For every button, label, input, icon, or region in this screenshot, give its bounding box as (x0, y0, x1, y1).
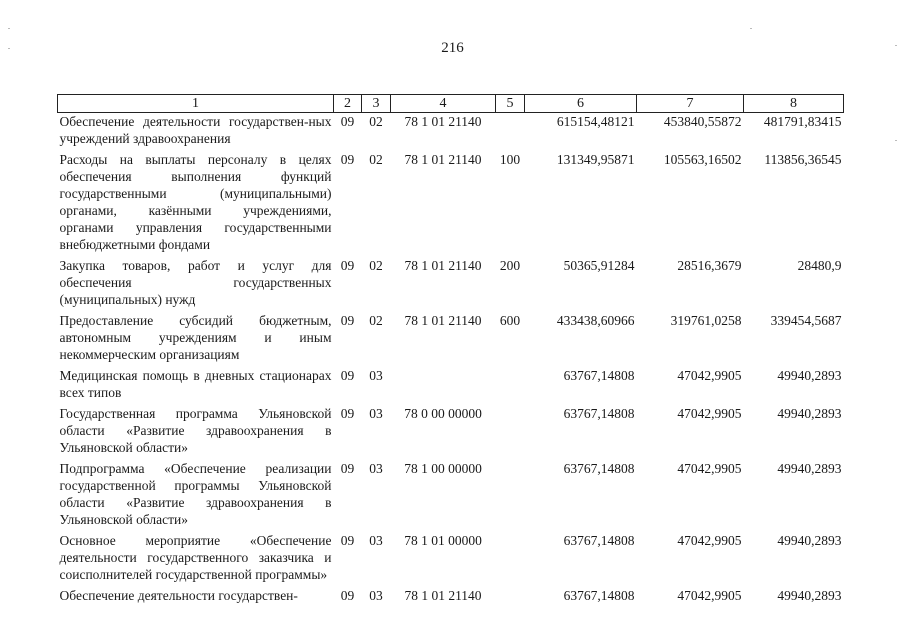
row-value-8: 339454,5687 (770, 313, 842, 328)
row-section: 09 (340, 461, 355, 476)
header-col-3: 3 (362, 95, 391, 113)
row-name: Обеспечение деятельности государствен-ных учреждений здравоохранения (59, 114, 332, 146)
row-subsection: 02 (369, 152, 383, 167)
table-row (58, 148, 844, 254)
row-value-6: 433438,60966 (556, 313, 635, 328)
row-section: 09 (340, 588, 355, 603)
table-row (58, 529, 844, 584)
row-section: 09 (340, 258, 355, 273)
page-number: 216 (441, 40, 464, 56)
row-target-code: 78 1 01 21140 (404, 258, 482, 273)
header-col-2: 2 (334, 95, 362, 113)
row-value-6: 63767,14808 (563, 406, 635, 421)
row-section: 09 (340, 406, 355, 421)
row-expense-type (496, 113, 525, 149)
row-value-7: 28516,3679 (677, 258, 742, 273)
row-value-8: 49940,2893 (777, 533, 842, 548)
row-name: Основное мероприятие «Обеспечение деятельности государственного заказчика и соисполнителей государственной программы» (59, 533, 332, 582)
row-name: Государственная программа Ульяновской области «Развитие здравоохранения в Ульяновской области» (59, 406, 332, 455)
row-expense-type: 600 (499, 313, 521, 328)
row-value-6: 63767,14808 (563, 461, 635, 476)
row-subsection: 03 (369, 588, 383, 603)
row-expense-type (496, 584, 525, 605)
table-row (58, 113, 844, 149)
row-target-code: 78 1 01 21140 (404, 588, 482, 603)
table-row (58, 584, 844, 605)
scan-speck (8, 28, 10, 29)
row-value-7: 47042,9905 (677, 588, 742, 603)
header-row (58, 95, 844, 113)
row-value-8: 28480,9 (797, 258, 842, 273)
header-col-4: 4 (391, 95, 496, 113)
row-name: Медицинская помощь в дневных стационарах всех типов (59, 368, 332, 400)
row-expense-type (496, 457, 525, 529)
row-value-7: 47042,9905 (677, 461, 742, 476)
row-value-8: 49940,2893 (777, 368, 842, 383)
row-value-8: 49940,2893 (777, 588, 842, 603)
row-target-code: 78 1 00 00000 (404, 461, 482, 476)
row-target-code: 78 1 01 21140 (404, 114, 482, 129)
scan-speck (750, 28, 752, 29)
scan-speck (8, 48, 10, 49)
row-subsection: 03 (369, 368, 383, 383)
scan-speck (895, 140, 897, 141)
row-value-7: 105563,16502 (663, 152, 742, 167)
row-section: 09 (340, 368, 355, 383)
row-target-code: 78 1 01 21140 (404, 313, 482, 328)
row-value-7: 453840,55872 (663, 114, 742, 129)
row-name: Подпрограмма «Обеспечение реализации государственной программы Ульяновской области «Развитие здравоохранения в Ульяновской области» (59, 461, 332, 527)
row-subsection: 03 (369, 461, 383, 476)
row-value-8: 481791,83415 (763, 114, 842, 129)
scan-speck (895, 45, 897, 46)
row-value-8: 49940,2893 (777, 406, 842, 421)
header-col-1: 1 (58, 95, 334, 113)
row-value-7: 47042,9905 (677, 368, 742, 383)
row-value-8: 49940,2893 (777, 461, 842, 476)
row-expense-type: 200 (499, 258, 521, 273)
row-name: Расходы на выплаты персоналу в целях обеспечения выполнения функций государственными (муниципальными) органами, казёнными учреждениями, органами управления государственными внебюджетными фондами (59, 152, 332, 252)
row-section: 09 (340, 533, 355, 548)
row-subsection: 02 (369, 258, 383, 273)
row-name: Обеспечение деятельности государствен- (59, 588, 298, 603)
table-row (58, 402, 844, 457)
row-value-6: 63767,14808 (563, 368, 635, 383)
row-value-7: 47042,9905 (677, 533, 742, 548)
row-subsection: 02 (369, 114, 383, 129)
row-value-8: 113856,36545 (764, 152, 842, 167)
row-section: 09 (340, 313, 355, 328)
header-col-5: 5 (496, 95, 525, 113)
budget-table (57, 94, 844, 605)
row-section: 09 (340, 114, 355, 129)
header-col-8: 8 (744, 95, 844, 113)
row-name: Закупка товаров, работ и услуг для обеспечения государственных (муниципальных) нужд (59, 258, 332, 307)
row-target-code: 78 1 01 21140 (404, 152, 482, 167)
row-subsection: 03 (369, 406, 383, 421)
row-target-code: 78 0 00 00000 (404, 406, 482, 421)
row-expense-type (496, 402, 525, 457)
row-target-code (391, 364, 496, 402)
row-expense-type: 100 (499, 152, 521, 167)
row-section: 09 (340, 152, 355, 167)
table-row (58, 309, 844, 364)
table-row (58, 254, 844, 309)
header-col-7: 7 (637, 95, 744, 113)
row-value-6: 615154,48121 (556, 114, 635, 129)
row-value-6: 63767,14808 (563, 533, 635, 548)
table-row (58, 364, 844, 402)
row-expense-type (496, 364, 525, 402)
row-name: Предоставление субсидий бюджетным, автономным учреждениям и иным некоммерческим организациям (59, 313, 332, 362)
row-value-6: 131349,95871 (556, 152, 635, 167)
row-subsection: 03 (369, 533, 383, 548)
row-value-7: 47042,9905 (677, 406, 742, 421)
table-row (58, 457, 844, 529)
row-value-6: 50365,91284 (563, 258, 635, 273)
row-target-code: 78 1 01 00000 (404, 533, 482, 548)
header-col-6: 6 (525, 95, 637, 113)
row-expense-type (496, 529, 525, 584)
row-subsection: 02 (369, 313, 383, 328)
row-value-6: 63767,14808 (563, 588, 635, 603)
row-value-7: 319761,0258 (670, 313, 742, 328)
